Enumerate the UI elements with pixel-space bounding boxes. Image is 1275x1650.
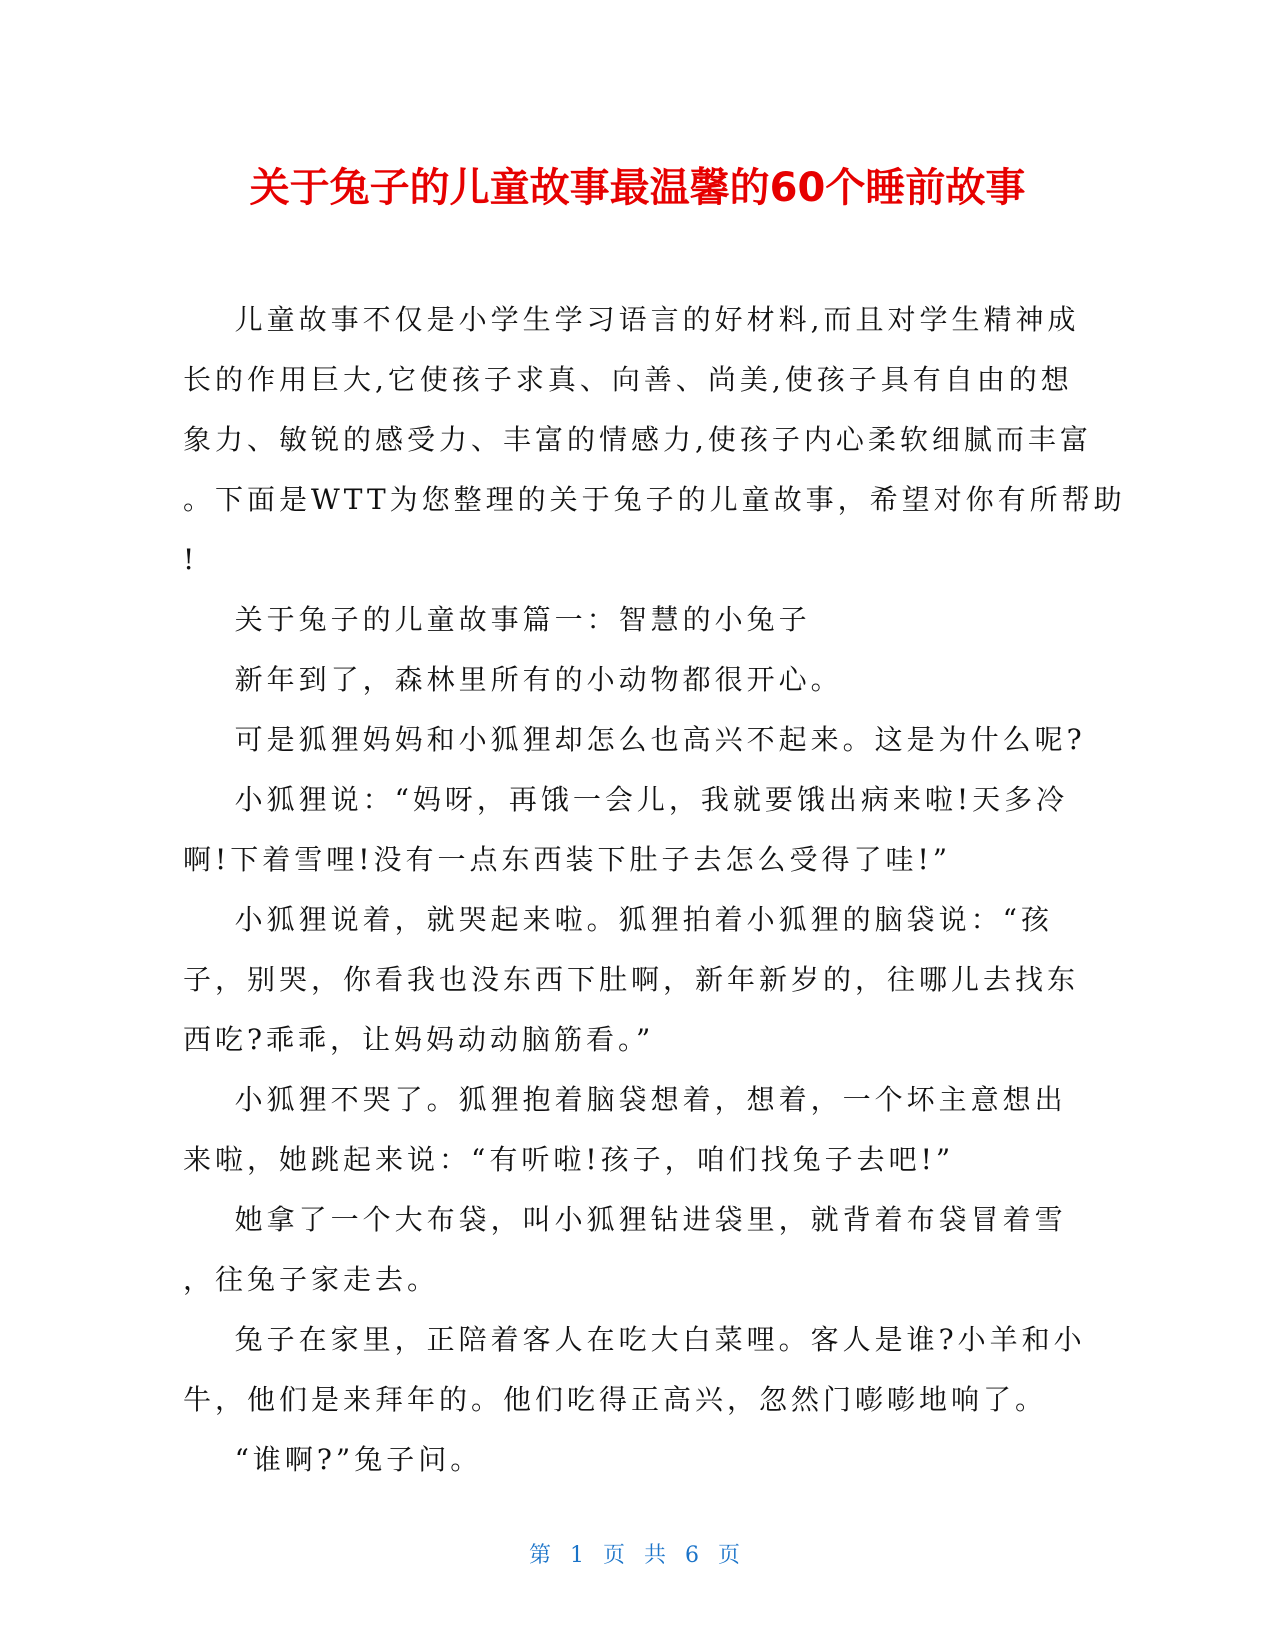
body-line: 长的作用巨大,它使孩子求真、向善、尚美,使孩子具有自由的想 (183, 363, 1073, 396)
body-line: 兔子在家里，正陪着客人在吃大白菜哩。客人是谁?小羊和小 (183, 1323, 1086, 1356)
body-line: 象力、敏锐的感受力、丰富的情感力,使孩子内心柔软细腻而丰富 (183, 423, 1092, 456)
document-body (183, 290, 1126, 1490)
body-line: 西吃?乖乖，让妈妈动动脑筋看。” (183, 1023, 655, 1056)
body-line: 来啦，她跳起来说：“有听啦!孩子，咱们找兔子去吧!” (183, 1143, 955, 1176)
body-line: 子，别哭，你看我也没东西下肚啊，新年新岁的，往哪儿去找东 (183, 963, 1080, 996)
document-title: 关于兔子的儿童故事最温馨的60个睡前故事 (249, 165, 1026, 211)
body-line: 啊!下着雪哩!没有一点东西装下肚子去怎么受得了哇!” (183, 843, 952, 876)
section-heading: 关于兔子的儿童故事篇一：智慧的小兔子 (183, 603, 811, 636)
body-line: 可是狐狸妈妈和小狐狸却怎么也高兴不起来。这是为什么呢? (183, 723, 1086, 756)
body-line: 小狐狸说：“妈呀，再饿一会儿，我就要饿出病来啦!天多冷 (183, 783, 1069, 816)
body-line: ，往兔子家走去。 (183, 1263, 440, 1296)
body-line: 小狐狸不哭了。狐狸抱着脑袋想着，想着，一个坏主意想出 (183, 1083, 1067, 1116)
body-line: 新年到了，森林里所有的小动物都很开心。 (183, 663, 843, 696)
body-line: 儿童故事不仅是小学生学习语言的好材料,而且对学生精神成 (183, 303, 1080, 336)
body-line: 她拿了一个大布袋，叫小狐狸钻进袋里，就背着布袋冒着雪 (183, 1203, 1067, 1236)
body-line: “谁啊?”兔子问。 (183, 1443, 483, 1476)
body-line: 牛，他们是来拜年的。他们吃得正高兴，忽然门嘭嘭地响了。 (183, 1383, 1048, 1416)
body-line: 。下面是WTT为您整理的关于兔子的儿童故事，希望对你有所帮助 (183, 483, 1126, 516)
body-line: ! (183, 543, 199, 576)
body-line: 小狐狸说着，就哭起来啦。狐狸拍着小狐狸的脑袋说：“孩 (183, 903, 1053, 936)
page-number: 第 1 页 共 6 页 (529, 1543, 746, 1568)
